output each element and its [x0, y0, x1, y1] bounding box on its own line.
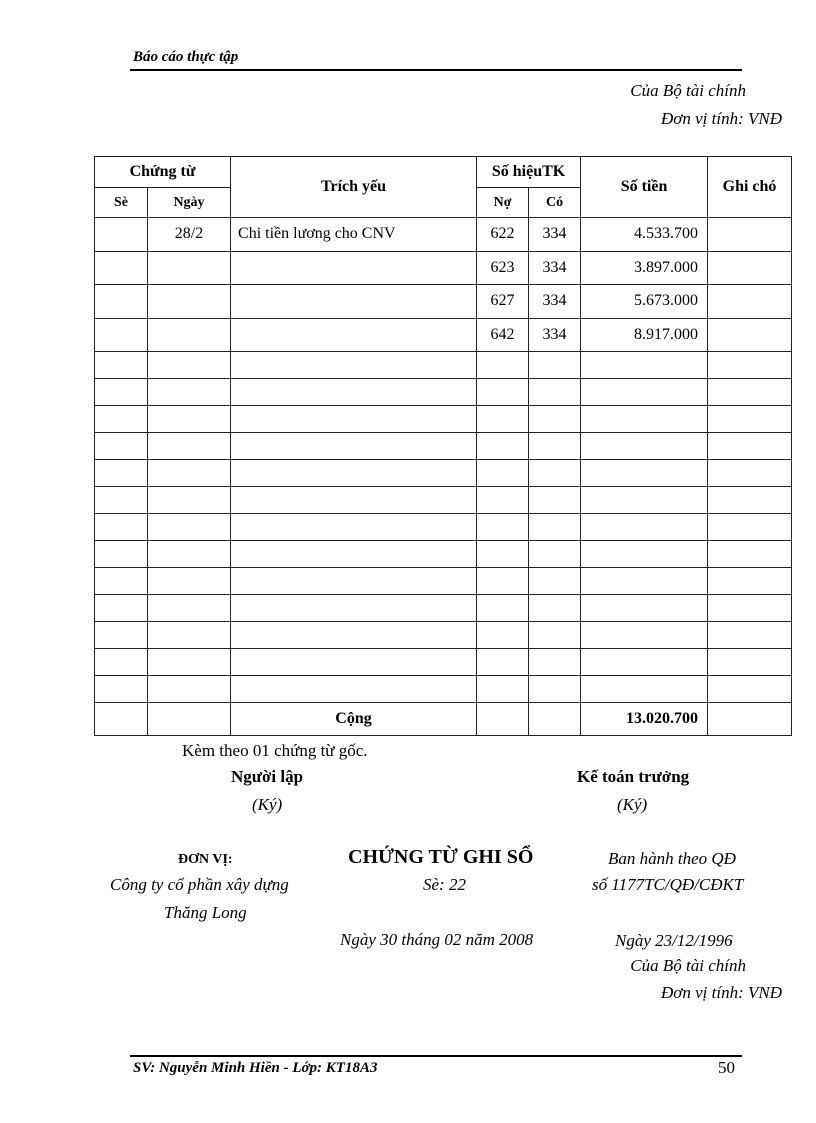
cell-co	[529, 676, 581, 703]
cell-no	[477, 676, 529, 703]
cell-co	[529, 568, 581, 595]
table-row	[95, 676, 792, 703]
header-ghi-chu: Ghi chó	[708, 157, 792, 218]
cell-ghi-chu	[708, 318, 792, 352]
cell-ghi-chu	[708, 406, 792, 433]
header-ngay: Ngày	[148, 188, 231, 218]
cell-no	[477, 406, 529, 433]
cell-so	[95, 541, 148, 568]
preparer-title: Người lập	[231, 767, 304, 786]
issuer-note-2: Của Bộ tài chính	[630, 956, 746, 975]
cell-so-tien	[581, 676, 708, 703]
table-row	[95, 218, 792, 252]
header-no: Nợ	[477, 188, 529, 218]
cell-no	[477, 460, 529, 487]
cell-no: 622	[477, 218, 529, 252]
table-row	[95, 460, 792, 487]
footer-rule	[130, 1055, 742, 1057]
page-number: 50	[718, 1058, 735, 1077]
cell-ghi-chu	[708, 514, 792, 541]
cell-ngay	[148, 541, 231, 568]
cell-trich-yeu	[231, 352, 477, 379]
cell-so	[95, 318, 148, 352]
cell-so	[95, 568, 148, 595]
cell-trich-yeu	[231, 251, 477, 285]
decree-line-1: Ban hành theo QĐ	[608, 849, 736, 868]
cell-ngay	[148, 433, 231, 460]
table-row	[95, 595, 792, 622]
header-co: Có	[529, 188, 581, 218]
cell-ngay	[148, 595, 231, 622]
cell-co	[529, 379, 581, 406]
cell-so-tien: 5.673.000	[581, 285, 708, 319]
cell-ngay	[148, 568, 231, 595]
header-chung-tu: Chứng từ	[95, 157, 231, 188]
cell-co	[529, 406, 581, 433]
voucher-number: Sè: 22	[423, 875, 466, 894]
cell-so	[95, 649, 148, 676]
table-row	[95, 649, 792, 676]
cell-so-tien	[581, 433, 708, 460]
table-row	[95, 541, 792, 568]
cell-trich-yeu	[231, 514, 477, 541]
cell-no: 623	[477, 251, 529, 285]
cell-so	[95, 487, 148, 514]
cell-trich-yeu	[231, 285, 477, 319]
cell-so	[95, 676, 148, 703]
chief-accountant-title: Kế toán trưởng	[577, 767, 690, 786]
cell-ngay	[148, 352, 231, 379]
decree-line-2: số 1177TC/QĐ/CĐKT	[592, 875, 744, 894]
issuer-note: Của Bộ tài chính	[630, 81, 746, 100]
cell-no	[477, 487, 529, 514]
currency-unit-note: Đơn vị tính: VNĐ	[661, 109, 782, 128]
cell-so	[95, 352, 148, 379]
cell-so-tien	[581, 460, 708, 487]
table-row	[95, 379, 792, 406]
cell-so-tien: 8.917.000	[581, 318, 708, 352]
cell-co: 334	[529, 318, 581, 352]
cell-ghi-chu	[708, 352, 792, 379]
cell-trich-yeu: Chi tiền lương cho CNV	[231, 218, 477, 252]
cell-so	[95, 251, 148, 285]
cell-co	[529, 487, 581, 514]
report-header-title: Báo cáo thực tập	[133, 49, 239, 65]
cell-ghi-chu	[708, 218, 792, 252]
cell-trich-yeu	[231, 568, 477, 595]
currency-unit-note-2: Đơn vị tính: VNĐ	[661, 983, 782, 1002]
cell-co: 334	[529, 251, 581, 285]
cell-ngay	[148, 406, 231, 433]
header-so: Sè	[95, 188, 148, 218]
table-row	[95, 318, 792, 352]
cell-no	[477, 568, 529, 595]
cell-trich-yeu	[231, 379, 477, 406]
header-trich-yeu: Trích yếu	[231, 157, 477, 218]
cell-so	[95, 379, 148, 406]
table-row	[95, 622, 792, 649]
cell-no	[477, 541, 529, 568]
cell-so	[95, 514, 148, 541]
voucher-date: Ngày 30 tháng 02 năm 2008	[340, 930, 534, 949]
cell-no	[477, 514, 529, 541]
attachment-note: Kèm theo 01 chứng từ gốc.	[182, 741, 368, 760]
total-row	[95, 703, 792, 736]
preparer-sign: (Ký)	[252, 795, 283, 814]
cell-so-tien	[581, 595, 708, 622]
cell-so-tien	[581, 514, 708, 541]
cell-so-tien	[581, 568, 708, 595]
cell-no	[477, 622, 529, 649]
header-so-hieu-tk: Số hiệuTK	[477, 157, 581, 188]
total-label: Cộng	[231, 703, 477, 736]
cell-so	[95, 285, 148, 319]
cell-co	[529, 352, 581, 379]
cell-ghi-chu	[708, 433, 792, 460]
decree-date: Ngày 23/12/1996	[615, 931, 733, 950]
cell-co	[529, 622, 581, 649]
cell-trich-yeu	[231, 595, 477, 622]
cell-co	[529, 514, 581, 541]
table-row	[95, 487, 792, 514]
cell-no	[477, 379, 529, 406]
voucher-table	[94, 156, 792, 736]
cell-so-tien	[581, 406, 708, 433]
cell-no: 642	[477, 318, 529, 352]
cell-ghi-chu	[708, 568, 792, 595]
cell-trich-yeu	[231, 487, 477, 514]
cell-ngay	[148, 622, 231, 649]
cell-ngay	[148, 460, 231, 487]
cell-ghi-chu	[708, 676, 792, 703]
cell-no	[477, 433, 529, 460]
cell-ghi-chu	[708, 379, 792, 406]
chief-accountant-sign: (Ký)	[617, 795, 648, 814]
cell-so	[95, 406, 148, 433]
cell-so-tien: 3.897.000	[581, 251, 708, 285]
cell-ngay	[148, 318, 231, 352]
cell-ngay	[148, 285, 231, 319]
cell-ngay: 28/2	[148, 218, 231, 252]
cell-co: 334	[529, 218, 581, 252]
cell-ghi-chu	[708, 460, 792, 487]
cell-no: 627	[477, 285, 529, 319]
cell-co	[529, 460, 581, 487]
cell-so-tien	[581, 622, 708, 649]
table-row	[95, 568, 792, 595]
cell-co	[529, 433, 581, 460]
cell-so	[95, 218, 148, 252]
table-row	[95, 433, 792, 460]
cell-so	[95, 460, 148, 487]
cell-ngay	[148, 487, 231, 514]
cell-ghi-chu	[708, 285, 792, 319]
cell-co	[529, 541, 581, 568]
table-row	[95, 352, 792, 379]
cell-so	[95, 433, 148, 460]
cell-trich-yeu	[231, 406, 477, 433]
cell-so-tien	[581, 649, 708, 676]
cell-trich-yeu	[231, 649, 477, 676]
table-row	[95, 406, 792, 433]
cell-ngay	[148, 676, 231, 703]
cell-no	[477, 595, 529, 622]
table-row	[95, 251, 792, 285]
cell-so-tien	[581, 379, 708, 406]
company-line-1: Công ty cổ phần xây dựng	[110, 875, 289, 894]
cell-ghi-chu	[708, 541, 792, 568]
cell-trich-yeu	[231, 622, 477, 649]
cell-ghi-chu	[708, 251, 792, 285]
table-body	[95, 218, 792, 703]
table-row	[95, 285, 792, 319]
voucher-title: CHỨNG TỪ GHI SỔ	[348, 846, 534, 868]
cell-trich-yeu	[231, 541, 477, 568]
cell-so-tien	[581, 541, 708, 568]
cell-trich-yeu	[231, 433, 477, 460]
cell-so-tien: 4.533.700	[581, 218, 708, 252]
cell-ghi-chu	[708, 595, 792, 622]
cell-so	[95, 595, 148, 622]
cell-ghi-chu	[708, 622, 792, 649]
total-amount: 13.020.700	[581, 703, 708, 736]
cell-co: 334	[529, 285, 581, 319]
cell-so-tien	[581, 487, 708, 514]
cell-so-tien	[581, 352, 708, 379]
cell-co	[529, 649, 581, 676]
company-line-2: Thăng Long	[164, 903, 247, 922]
cell-ngay	[148, 514, 231, 541]
cell-trich-yeu	[231, 318, 477, 352]
cell-trich-yeu	[231, 460, 477, 487]
cell-co	[529, 595, 581, 622]
cell-no	[477, 352, 529, 379]
cell-no	[477, 649, 529, 676]
cell-ngay	[148, 379, 231, 406]
cell-so	[95, 622, 148, 649]
cell-ghi-chu	[708, 649, 792, 676]
footer-student-info: SV: Nguyễn Minh Hiền - Lớp: KT18A3	[133, 1060, 378, 1076]
unit-label: ĐƠN VỊ:	[178, 852, 233, 867]
header-so-tien: Số tiền	[581, 157, 708, 218]
cell-ngay	[148, 251, 231, 285]
cell-ngay	[148, 649, 231, 676]
header-rule	[130, 69, 742, 71]
cell-trich-yeu	[231, 676, 477, 703]
cell-ghi-chu	[708, 487, 792, 514]
table-row	[95, 514, 792, 541]
